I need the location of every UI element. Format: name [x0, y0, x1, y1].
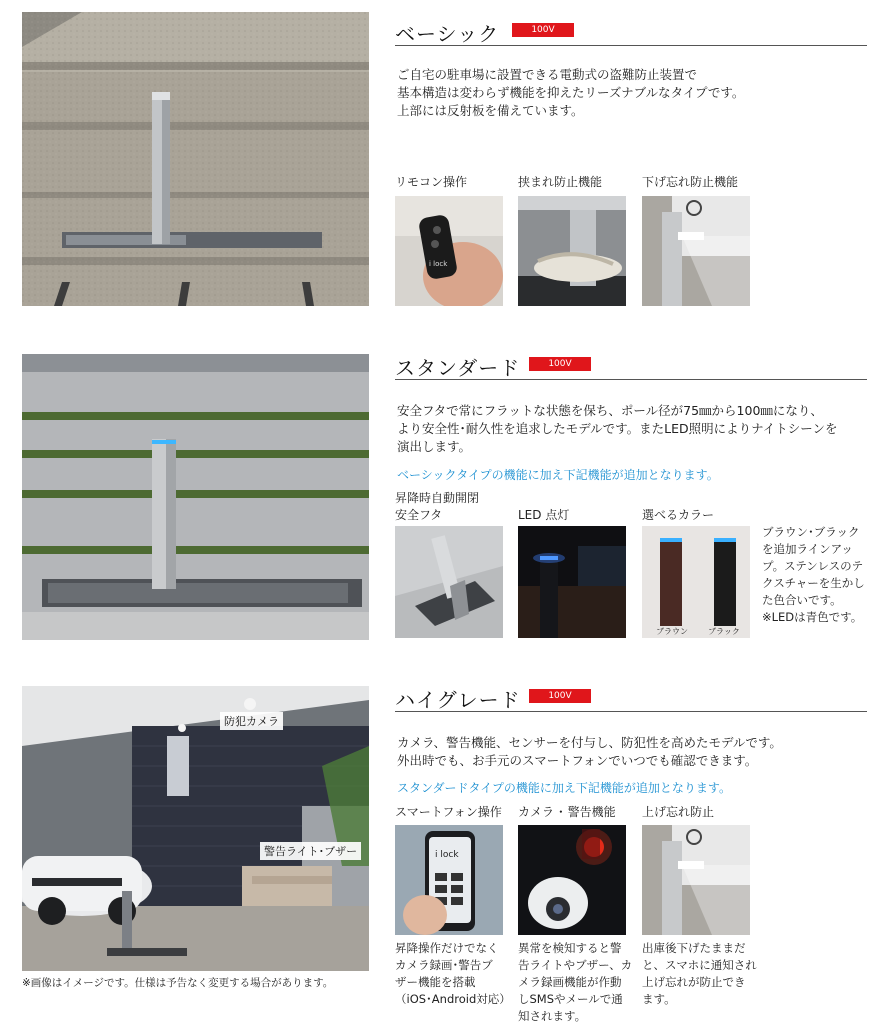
- smartphone-caption-line: カメラ録画･警告ブ: [395, 958, 493, 972]
- basic-description: [397, 66, 872, 120]
- color-name-brown: ブラウン: [656, 627, 688, 636]
- color-desc-line: ブラウン･ブラック: [762, 525, 860, 539]
- phone-brand-text: i lock: [435, 850, 459, 860]
- smartphone-caption-line: 昇降操作だけでなく: [395, 941, 499, 955]
- feature-label-forget-lower: 下げ忘れ防止機能: [642, 175, 739, 189]
- standard-title: スタンダード: [395, 356, 521, 380]
- feature-label-camera-warning: カメラ ･ 警告機能: [518, 805, 616, 819]
- standard-desc-line: より安全性･耐久性を追求したモデルです。またLED照明によりナイトシーンを: [397, 421, 838, 436]
- color-desc-line: プ。ステンレスのテ: [762, 559, 864, 573]
- remote-brand-text: i lock: [429, 260, 448, 268]
- standard-title-row: [395, 352, 867, 380]
- forget-lower-prevention-photo: [642, 196, 750, 306]
- high-grade-section: [0, 672, 896, 1024]
- feature-label-auto-lid-line1: 昇降時自動開閉: [395, 491, 480, 505]
- forget-raise-caption-line: と、スマホに通知され: [642, 958, 757, 972]
- forget-raise-caption-line: ます。: [642, 992, 676, 1006]
- smartphone-app-photo: [395, 825, 503, 935]
- camera-caption-line: メラ録画機能が作動: [518, 975, 622, 989]
- high-grade-title-row: [395, 684, 867, 712]
- color-desc-line: た色合いです。: [762, 593, 842, 607]
- feature-label-forget-raise: 上げ忘れ防止: [642, 805, 715, 819]
- feature-label-color: 選べるカラー: [642, 508, 715, 522]
- standard-section: [0, 340, 896, 650]
- high-grade-title: ハイグレード: [395, 688, 521, 712]
- color-name-black: ブラック: [708, 627, 740, 636]
- camera-warning-photo: [518, 825, 626, 935]
- camera-caption-line: 告ライトやブザー、カ: [518, 958, 633, 972]
- high-grade-description: [397, 734, 872, 770]
- disclaimer-footnote: ※画像はイメージです。仕様は予告なく変更する場合があります。: [22, 977, 334, 989]
- feature-label-remote: リモコン操作: [395, 175, 468, 189]
- color-desc-line: クスチャーを生かし: [762, 576, 865, 590]
- basic-title-row: [395, 18, 867, 46]
- feature-label-auto-lid-line2: 安全フタ: [395, 508, 443, 522]
- basic-hero-photo: [22, 12, 369, 306]
- feature-label-led: LED 点灯: [518, 508, 570, 522]
- basic-voltage-badge: 100V: [512, 23, 574, 37]
- basic-desc-line: ご自宅の駐車場に設置できる電動式の盗難防止装置で: [397, 67, 698, 82]
- color-description: [762, 524, 865, 626]
- remote-control-photo: [395, 196, 503, 306]
- high-added-features-note: スタンダードタイプの機能に加え下記機能が追加となります。: [397, 781, 731, 795]
- pinch-prevention-photo: [518, 196, 626, 306]
- high-desc-line: 外出時でも、お手元のスマートフォンでいつでも確認できます。: [397, 753, 758, 768]
- camera-caption-line: 異常を検知すると警: [518, 941, 622, 955]
- color-desc-line: ※LEDは青色です。: [762, 610, 863, 624]
- feature-label-auto-lid: [395, 490, 479, 524]
- color-options-photo: [642, 526, 750, 638]
- high-grade-hero-photo: [22, 686, 369, 971]
- auto-safety-lid-photo: [395, 526, 503, 638]
- standard-description: [397, 402, 872, 456]
- camera-caption-line: しSMSやメールで通: [518, 992, 623, 1006]
- hero-label-warning-light: 警告ライト･ブザー: [260, 842, 361, 860]
- high-desc-line: カメラ、警告機能、センサーを付与し、防犯性を高めたモデルです。: [397, 735, 782, 750]
- standard-desc-line: 安全フタで常にフラットな状態を保ち、ポール径が75㎜から100㎜になり、: [397, 403, 823, 418]
- camera-warning-caption: [518, 940, 632, 1024]
- feature-label-pinch: 挟まれ防止機能: [518, 175, 603, 189]
- standard-added-features-note: ベーシックタイプの機能に加え下記機能が追加となります。: [397, 468, 719, 482]
- high-grade-voltage-badge: 100V: [529, 689, 591, 703]
- basic-section: [0, 0, 896, 320]
- feature-label-smartphone: スマートフォン操作: [395, 805, 502, 819]
- forget-raise-caption-line: 上げ忘れが防止でき: [642, 975, 746, 989]
- led-lighting-photo: [518, 526, 626, 638]
- forget-raise-prevention-photo: [642, 825, 750, 935]
- smartphone-caption-line: ザー機能を搭載: [395, 975, 476, 989]
- camera-caption-line: 知されます。: [518, 1009, 587, 1023]
- standard-hero-photo: [22, 354, 369, 640]
- smartphone-caption-line: （iOS･Android対応）: [395, 992, 511, 1006]
- forget-raise-caption-line: 出庫後下げたままだ: [642, 941, 746, 955]
- standard-desc-line: 演出します。: [397, 439, 472, 454]
- color-desc-line: を追加ラインアッ: [762, 542, 853, 556]
- basic-desc-line: 基本構造は変わらず機能を抑えたリーズナブルなタイプです。: [397, 85, 745, 100]
- basic-title: ベーシック: [395, 22, 500, 46]
- hero-label-security-camera: 防犯カメラ: [220, 712, 283, 730]
- smartphone-caption: [395, 940, 511, 1008]
- basic-desc-line: 上部には反射板を備えています。: [397, 103, 584, 118]
- standard-voltage-badge: 100V: [529, 357, 591, 371]
- forget-raise-caption: [642, 940, 757, 1008]
